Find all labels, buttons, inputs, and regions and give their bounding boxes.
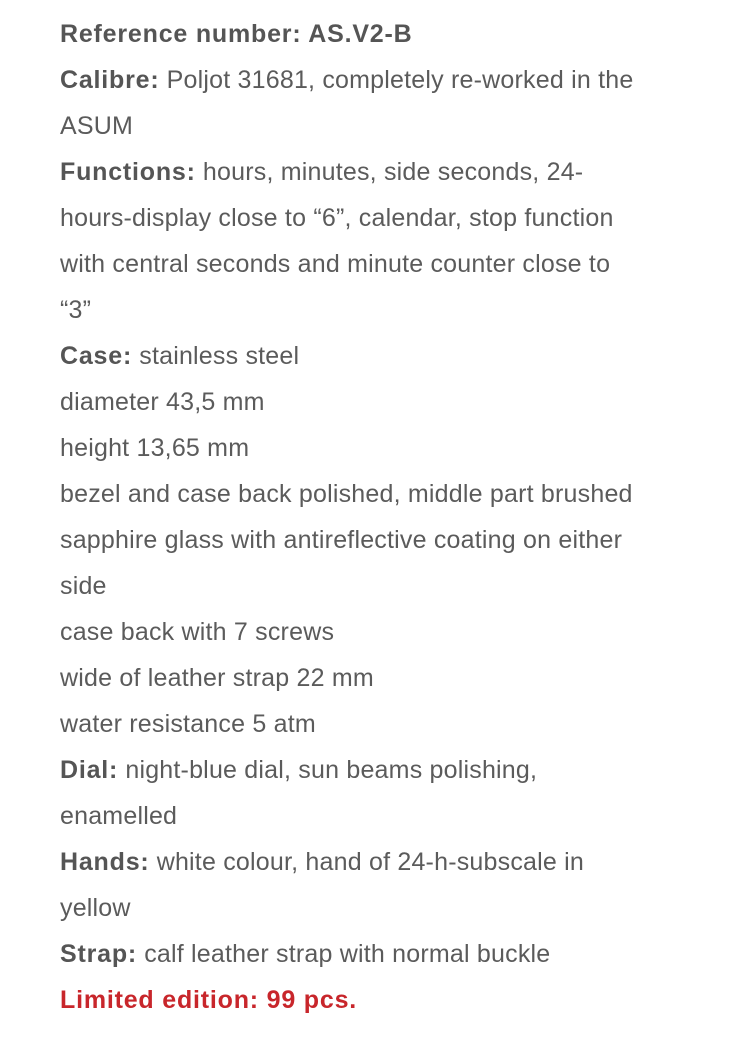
case-glass-line-continued <box>60 563 710 609</box>
strap-label: Strap: <box>60 940 138 968</box>
dial-line-continued <box>60 793 710 839</box>
case-label: Case: <box>60 342 133 370</box>
functions-value-2: hours-display close to “6”, calendar, stop function <box>60 204 614 232</box>
functions-line-2 <box>60 195 710 241</box>
calibre-label: Calibre: <box>60 66 160 94</box>
functions-value-4: “3” <box>60 296 92 324</box>
hands-value-continued: yellow <box>60 894 131 922</box>
reference-line <box>60 11 710 57</box>
functions-label: Functions: <box>60 158 196 186</box>
case-height-line <box>60 425 710 471</box>
case-strap-width: wide of leather strap 22 mm <box>60 664 374 692</box>
case-back: case back with 7 screws <box>60 618 335 646</box>
case-glass: sapphire glass with antireflective coating on either <box>60 526 623 554</box>
functions-value: hours, minutes, side seconds, 24- <box>202 158 584 186</box>
case-material: stainless steel <box>139 342 300 370</box>
hands-line-continued <box>60 885 710 931</box>
case-finish-line <box>60 471 710 517</box>
hands-value: white colour, hand of 24-h-subscale in <box>156 848 584 876</box>
case-water-resistance-line <box>60 701 710 747</box>
calibre-value-continued: ASUM <box>60 112 134 140</box>
functions-line-3 <box>60 241 710 287</box>
reference-label: Reference number: AS.V2-B <box>60 20 413 48</box>
strap-line <box>60 931 710 977</box>
dial-label: Dial: <box>60 756 119 784</box>
dial-value: night-blue dial, sun beams polishing, <box>125 756 538 784</box>
hands-line <box>60 839 710 885</box>
functions-line <box>60 149 710 195</box>
case-diameter: diameter 43,5 mm <box>60 388 265 416</box>
calibre-line-continued <box>60 103 710 149</box>
case-water-resistance: water resistance 5 atm <box>60 710 316 738</box>
case-diameter-line <box>60 379 710 425</box>
strap-value: calf leather strap with normal buckle <box>144 940 551 968</box>
limited-edition-line <box>60 977 710 1023</box>
case-strap-width-line <box>60 655 710 701</box>
dial-line <box>60 747 710 793</box>
case-height: height 13,65 mm <box>60 434 250 462</box>
functions-value-3: with central seconds and minute counter close to <box>60 250 611 278</box>
limited-edition-text: Limited edition: 99 pcs. <box>60 986 358 1014</box>
calibre-line <box>60 57 710 103</box>
case-finish: bezel and case back polished, middle part brushed <box>60 480 633 508</box>
functions-line-4 <box>60 287 710 333</box>
case-back-line <box>60 609 710 655</box>
case-glass-line <box>60 517 710 563</box>
hands-label: Hands: <box>60 848 150 876</box>
case-glass-continued: side <box>60 572 107 600</box>
watch-spec-sheet <box>60 11 710 1023</box>
case-line <box>60 333 710 379</box>
dial-value-continued: enamelled <box>60 802 178 830</box>
calibre-value: Poljot 31681, completely re-worked in the <box>166 66 634 94</box>
